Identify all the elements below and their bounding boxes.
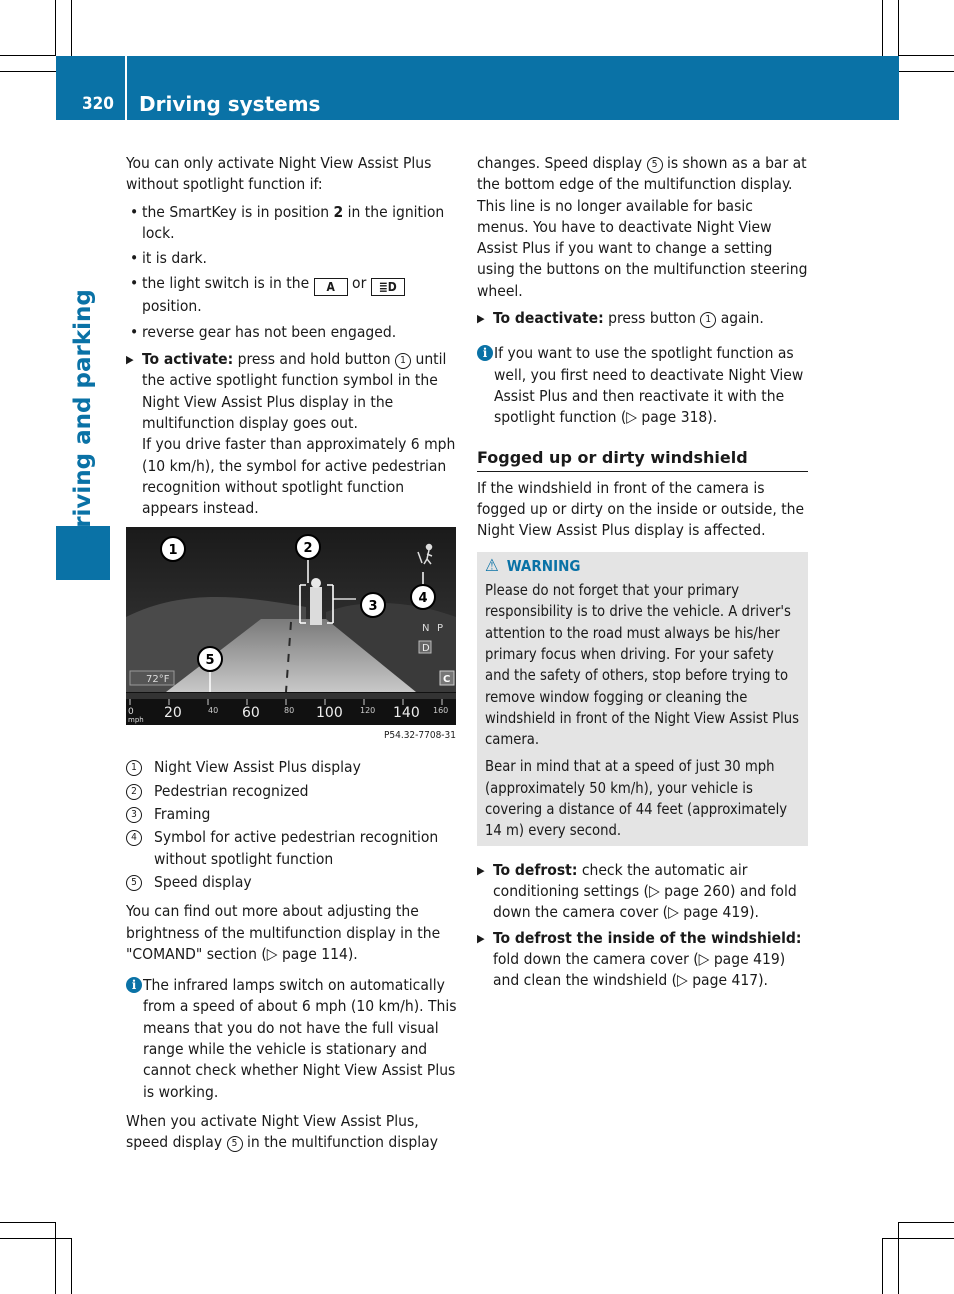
header-divider	[125, 56, 127, 120]
crop-mark	[882, 1238, 954, 1239]
speed-tick-label: 20	[164, 705, 182, 722]
legend-item	[126, 827, 458, 870]
warning-label: WARNING	[506, 556, 581, 575]
paragraph-text: When you activate Night View Assist Plus, speed display	[126, 1111, 419, 1152]
crop-mark	[898, 71, 954, 72]
legend-number: 3	[126, 807, 142, 823]
info-icon: i	[477, 345, 493, 361]
auto-light-icon: A	[314, 278, 348, 296]
intro-paragraph: You can only activate Night View Assist Plus without spotlight function if:	[126, 154, 432, 194]
activate-step	[126, 349, 458, 519]
callout-number: 1	[168, 543, 178, 559]
step-label: To defrost the inside of the windshield:	[493, 928, 802, 947]
paragraph-text: is shown as a bar at the bottom edge of the multifunction display. This line is no longer available for basic menus. You have to deactivate Night View Assist Plus if you want to change a setting using the buttons on the multifunction steering wheel.	[477, 154, 808, 300]
info-note	[126, 975, 458, 1103]
brightness-paragraph: You can find out more about adjusting the brightness of the multifunction display in the "COMAND" section (▷ page 114).	[126, 902, 441, 963]
legend-number: 5	[126, 875, 142, 891]
c-badge: C	[443, 674, 451, 686]
section-title: Driving systems	[139, 92, 321, 116]
side-tab-label: Driving and parking	[70, 289, 96, 547]
callout-number: 4	[418, 591, 428, 607]
callout-number: 1	[395, 353, 411, 369]
crop-mark	[0, 71, 56, 72]
callout-number: 5	[227, 1136, 243, 1152]
step-text: If you drive faster than approximately 6 mph (10 km/h), the symbol for active pedestrian recognition without spotlight function appears instead.	[142, 435, 456, 518]
subheading: Fogged up or dirty windshield	[477, 447, 808, 472]
defrost-inside-step	[477, 928, 808, 992]
paragraph-text: changes. Speed display	[477, 154, 647, 172]
warning-text: Please do not forget that your primary responsibility is to drive the vehicle. A driver's attention to the road must always be his/her primary focus when driving. For your safety and the safety of others, stop before trying to remove window fogging or cleaning the windshield in front of the Night View Assist Plus camera.	[485, 582, 800, 749]
legend-number: 4	[126, 830, 142, 846]
speed-tick-label: 40	[208, 706, 219, 716]
crop-mark	[898, 1222, 954, 1223]
figure-caption: P54.32-7708-31	[383, 730, 456, 742]
position-number: 2	[333, 202, 344, 221]
warning-triangle-icon: ⚠	[485, 555, 499, 576]
legend-number: 1	[126, 760, 142, 776]
activation-paragraph	[126, 1111, 458, 1154]
bullet-text: the light switch is in the	[142, 274, 314, 293]
paragraph-text: in the multifunction display	[242, 1133, 438, 1152]
speed-tick-label: 80	[284, 706, 295, 716]
step-arrow-icon	[477, 928, 493, 992]
crop-mark	[71, 0, 72, 56]
list-item: • the SmartKey is in position 2 in the ignition lock.	[130, 202, 445, 242]
defrost-step	[477, 860, 808, 924]
info-note	[477, 343, 808, 428]
crop-mark	[0, 1238, 72, 1239]
bullet-text: position.	[142, 297, 202, 316]
bullet-text: or	[347, 274, 371, 293]
callout-number: 1	[700, 312, 716, 328]
legend-item	[126, 804, 458, 825]
step-text: press and hold button	[233, 350, 396, 369]
warning-title	[485, 556, 800, 577]
speed-tick-label: 120	[360, 706, 376, 716]
crop-mark	[898, 1222, 899, 1294]
speed-tick-label: 160	[433, 706, 449, 716]
callout-number: 5	[647, 157, 663, 173]
crop-mark	[882, 1238, 883, 1294]
speed-unit: mph	[128, 716, 144, 725]
crop-mark	[0, 55, 56, 56]
legend-text: Speed display	[154, 872, 252, 891]
low-beam-icon: ≣D	[371, 278, 405, 296]
legend-item	[126, 781, 458, 802]
crop-mark	[0, 1222, 56, 1223]
legend-text: Symbol for active pedestrian recognition without spotlight function	[154, 828, 439, 868]
night-view-display-image	[126, 527, 456, 725]
legend-item	[126, 757, 458, 778]
fog-paragraph: If the windshield in front of the camera is fogged up or dirty on the inside or outside, the Night View Assist Plus display is affected.	[477, 478, 805, 540]
page-number: 320	[82, 94, 114, 114]
deactivate-step	[477, 308, 808, 329]
crop-mark	[882, 0, 883, 56]
list-item: • the light switch is in the A or ≣D position.	[126, 273, 458, 317]
crop-mark	[71, 1238, 72, 1294]
continued-paragraph	[477, 153, 808, 302]
step-text: again.	[716, 309, 764, 328]
legend-text: Night View Assist Plus display	[154, 758, 361, 777]
warning-text: Bear in mind that at a speed of just 30 mph (approximately 50 km/h), your vehicle is covering a distance of 44 feet (approximately 14 m) every second.	[485, 758, 788, 840]
info-text: The infrared lamps switch on automatically from a speed of about 6 mph (10 km/h). This means that you do not have the full visual range while the vehicle is stationary and cannot check whether Night View Assist Plus is working.	[143, 976, 457, 1101]
step-arrow-icon	[477, 308, 493, 329]
speed-tick-label: 60	[242, 705, 260, 722]
night-view-illustration	[126, 527, 456, 725]
speed-tick-label: 100	[316, 705, 343, 722]
step-text: press button	[603, 309, 701, 328]
callout-number: 2	[303, 541, 313, 557]
list-item: • it is dark.	[126, 248, 458, 269]
info-text: If you want to use the spotlight function as well, you first need to deactivate Night View Assist Plus and then reactivate it with the spotlight function (▷ page 318).	[494, 344, 804, 427]
legend-text: Pedestrian recognized	[154, 781, 309, 800]
legend-item	[126, 872, 458, 893]
legend-number: 2	[126, 784, 142, 800]
legend-text: Framing	[154, 805, 211, 824]
warning-box	[477, 552, 808, 846]
step-label: To defrost:	[493, 860, 578, 879]
step-label: To deactivate:	[493, 309, 604, 328]
step-text: fold down the camera cover (▷ page 419) and clean the windshield (▷ page 417).	[493, 949, 786, 990]
bullet-text: it is dark.	[142, 249, 207, 268]
step-arrow-icon	[126, 349, 142, 519]
speed-tick-label: 140	[393, 705, 420, 722]
temperature-readout: 72°F	[146, 674, 170, 686]
gear-letter: N	[422, 623, 430, 635]
callout-number: 5	[205, 653, 215, 669]
gear-letter: P	[437, 623, 444, 635]
right-column	[477, 153, 808, 995]
speed-tick-label: 0	[128, 707, 134, 718]
crop-mark	[898, 0, 899, 56]
crop-mark	[55, 0, 56, 56]
bullet-text: in the ignition lock.	[142, 202, 445, 242]
bullet-text: reverse gear has not been engaged.	[142, 322, 397, 341]
step-text: check the automatic air conditioning settings (▷ page 260) and fold down the camera cover (▷ page 419).	[493, 860, 797, 922]
left-column	[126, 153, 458, 1154]
list-item: • reverse gear has not been engaged.	[126, 322, 458, 343]
callout-number: 3	[368, 599, 378, 615]
gear-letter: D	[422, 643, 430, 655]
info-icon: i	[126, 977, 142, 993]
step-arrow-icon	[477, 860, 493, 924]
crop-mark	[55, 1222, 56, 1294]
step-label: To activate:	[142, 350, 234, 369]
crop-mark	[898, 55, 954, 56]
bullet-text: the SmartKey is in position	[142, 202, 334, 221]
step-text: until the active spotlight function symbol in the Night View Assist Plus display in the multifunction display goes out.	[142, 350, 447, 432]
